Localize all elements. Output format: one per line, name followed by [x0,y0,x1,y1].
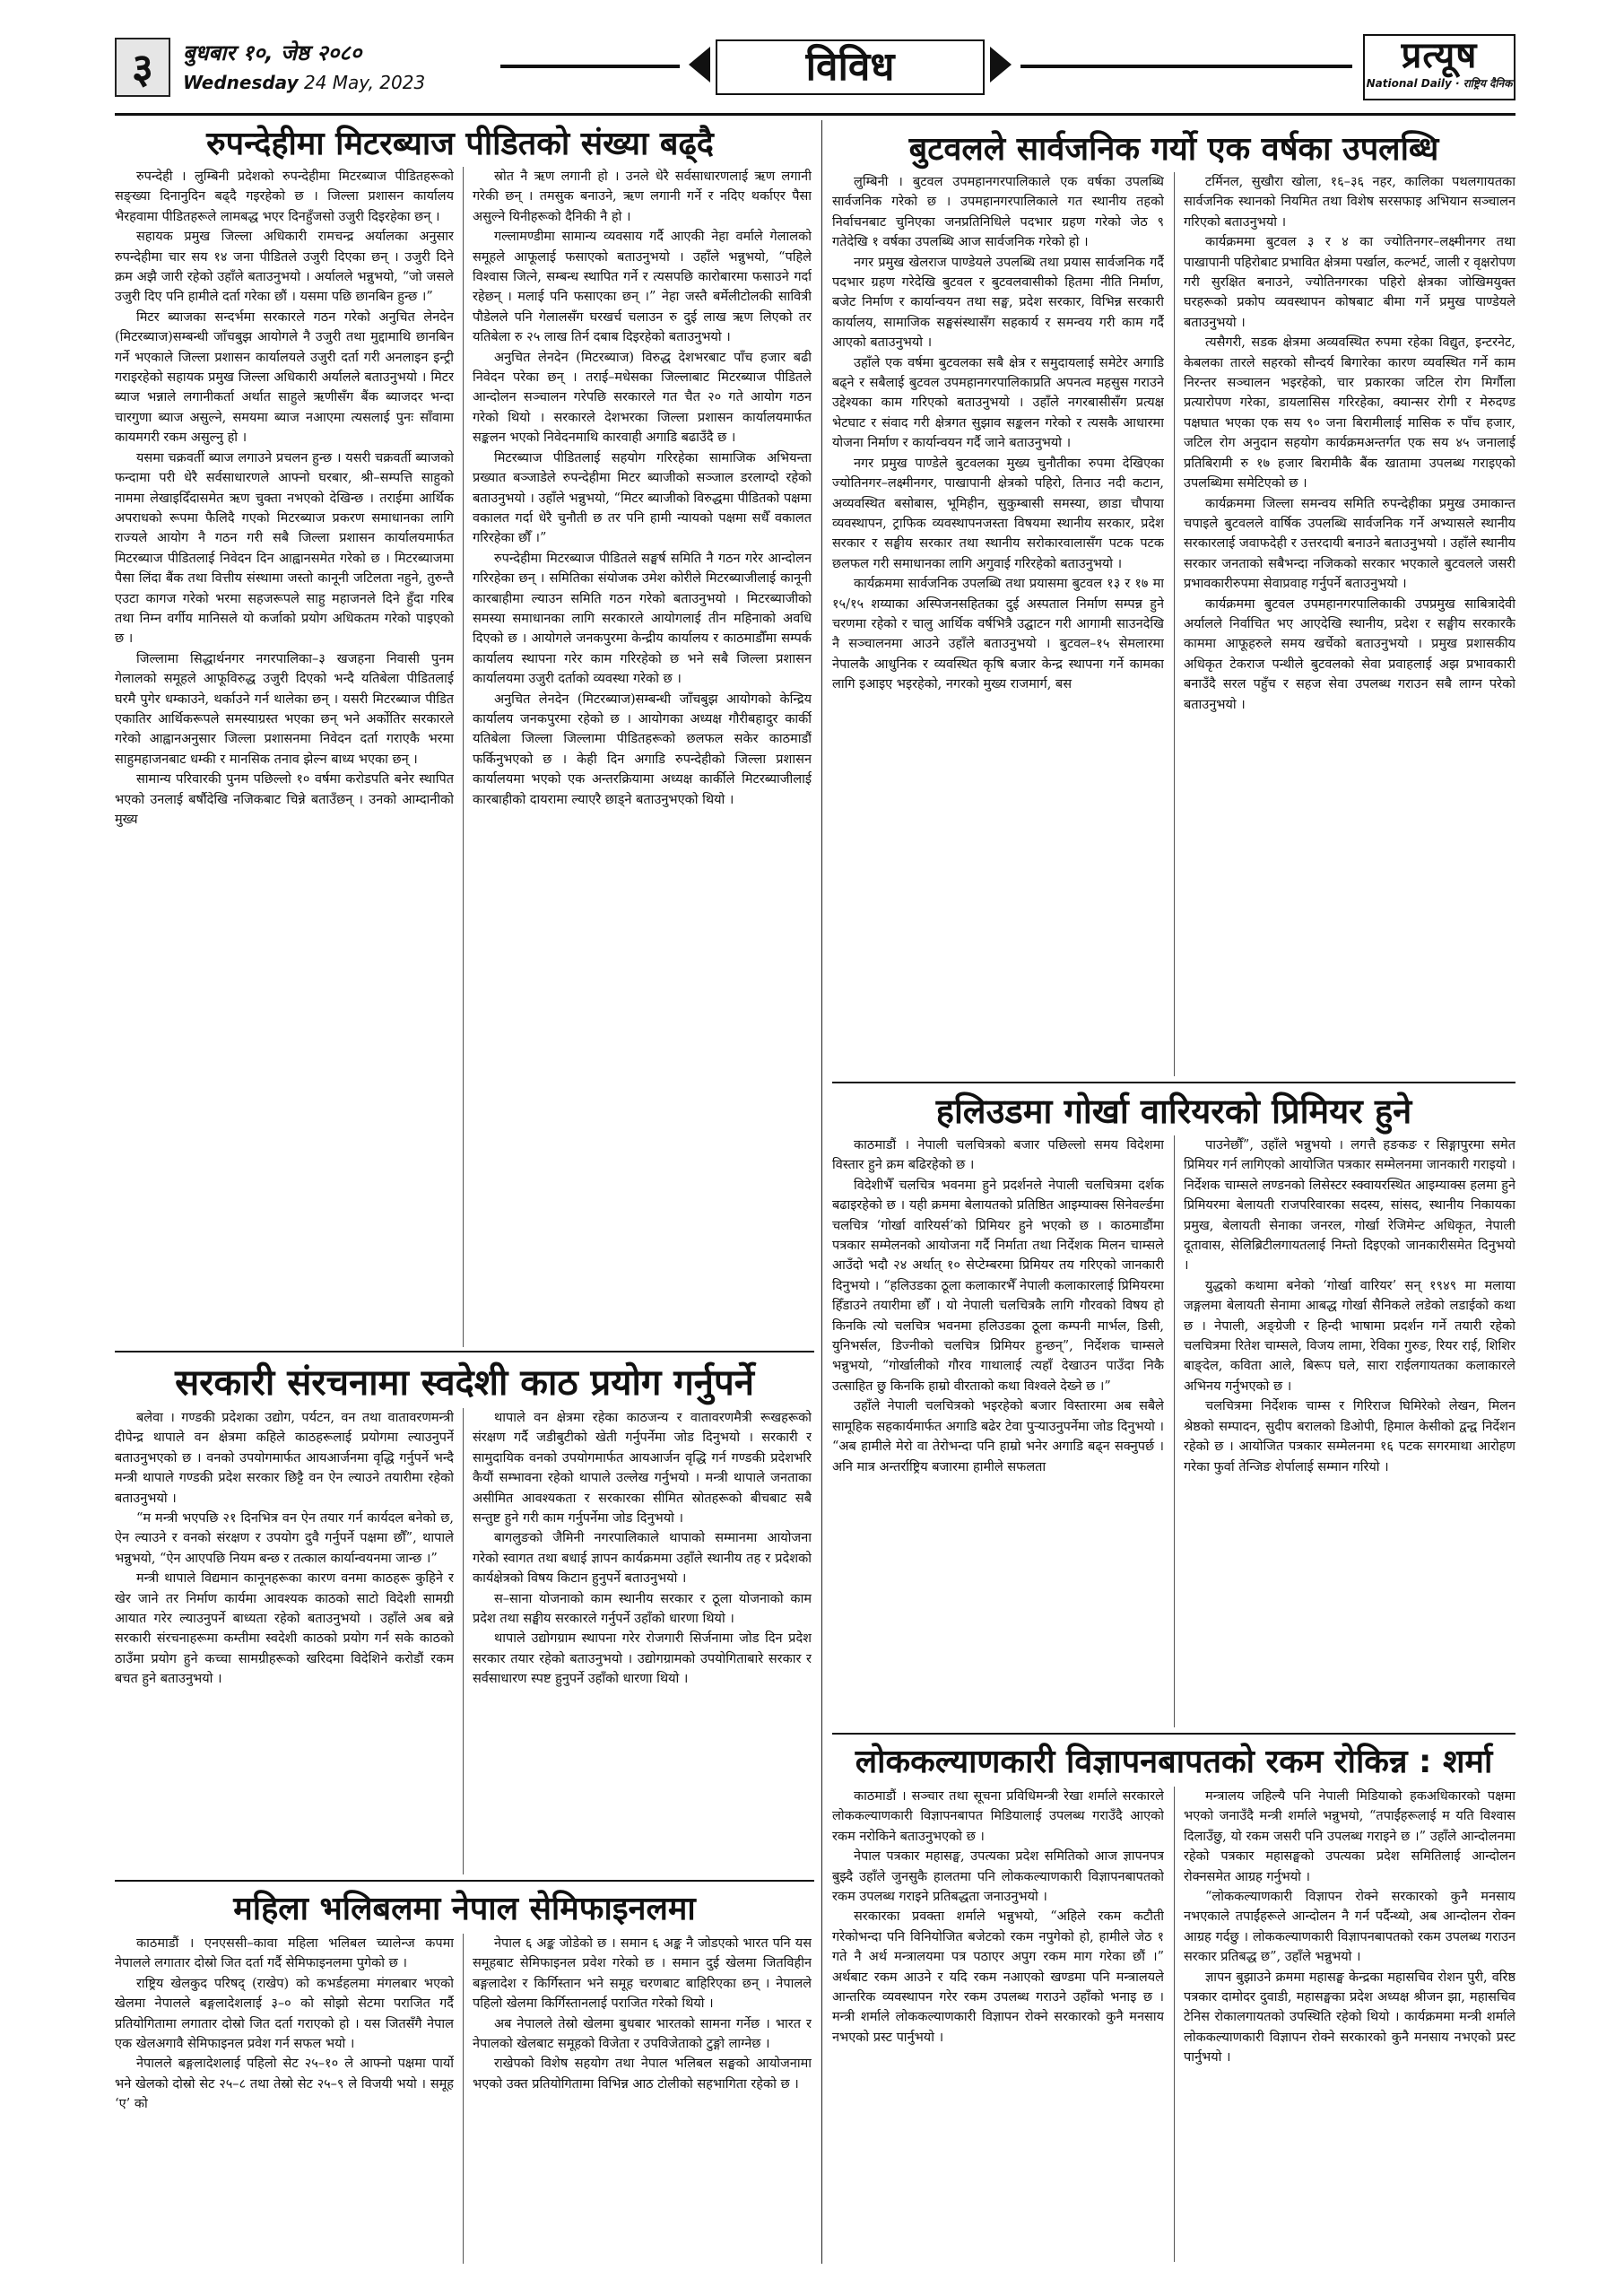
article-meter-interest-col2 [473,167,812,1347]
paragraph: “लोककल्याणकारी विज्ञापन रोक्ने सरकारको कुनै मनसाय नभएकाले तपाईंहरूले आन्दोलन नै गर्न पर्दैन्थ्यो, अब आन्दोलन रोक्न आग्रह गर्दछु । लोककल्याणकारी विज्ञापनबापतको रकम उपलब्ध गराउन सरकार प्रतिबद्ध छ”, उहाँले भन्नुभयो । [1184,1890,1515,1965]
article-wood-col2 [473,1408,812,1874]
paragraph: मन्त्री थापाले विद्यमान कानूनहरूका कारण वनमा काठहरू कुहिने र खेर जाने तर निर्माण कार्यमा आवश्यक काठको साटो विदेशी सामग्री आयात गरेर ल्याउनुपर्ने बाध्यता रहेको बताउनुभयो । उहाँले अब बन्ने सरकारी संरचनाहरूमा कम्तीमा स्वदेशी काठको प्रयोग गर्न सके काठको ठाउँमा प्रयोग हुने कच्चा सामग्रीहरूको खरिदमा विदेशिने करोडौं रकम बचत हुने बताउनुभयो । [115,1571,454,1687]
headline-meter-interest: रुपन्देहीमा मिटरब्याज पीडितको संख्या बढ्दै [206,126,714,162]
paragraph: सामान्य परिवारकी पुनम पछिल्लो १० वर्षमा करोडपति बनेर स्थापित भएको उनलाई बर्षौदेखि नजिकबाट चिन्ने बताउँछन् । उनको आम्दानीको मुख्य [115,772,454,827]
paragraph: विदेशीभैँ चलचित्र भवनमा हुने प्रदर्शनले नेपाली चलचित्रमा दर्शक बढाइरहेको छ । यही क्रममा बेलायतको प्रतिष्ठित आइम्याक्स सिनेवर्ल्डमा चलचित्र ‘गोर्खा वारियर्स’को प्रिमियर हुने भएको छ । काठमाडौंमा पत्रकार सम्मेलनको आयोजना गर्दै निर्माता तथा निर्देशक मिलन चाम्सले आउँदो भदौ २४ अर्थात् १० सेप्टेम्बरमा प्रिमियर तय गरिएको जानकारी दिनुभयो । “हलिउडका ठूला कलाकारभैँ नेपाली कलाकारलाई प्रिमियरमा हिँडाउने तयारीमा छौँ । यो नेपाली चलचित्रकै लागि गौरवको विषय हो किनकि त्यो चलचित्र भवनमा हलिउडका ठूला कम्पनी मार्भल, डिसी, युनिभर्सल, डिज्नीको चलचित्र प्रिमियर हुन्छन्”, निर्देशक चाम्सले भन्नुभयो, “गोर्खालीको गौरव गाथालाई त्यहाँ देखाउन पाउँदा निकै उत्साहित छु किनकि हाम्रो वीरताको कथा विश्वले देख्ने छ ।” [832,1178,1164,1394]
section-rule [115,1351,814,1352]
left-arrow-icon [689,47,710,83]
paragraph: कार्यक्रममा सार्वजनिक उपलब्धि तथा प्रयासमा बुटवल १३ र १७ मा १५/१५ शय्याका अस्पिजनसहितका दुई अस्पताल निर्माण सम्पन्न हुने चरणमा रहेको र चालु आर्थिक वर्षभित्रै उद्घाटन गरी आगामी साउनदेखि नै सञ्चालनमा आउने उहाँले बताउनुभयो । बुटवल–१५ सेमलारमा नेपालकै आधुनिक र व्यवस्थित कृषि बजार केन्द्र स्थापना गर्ने कामका लागि इआइए भइरहेको, नगरको मुख्य राजमार्ग, बस [832,577,1164,692]
masthead-rule-right [1020,65,1352,68]
paragraph: अब नेपालले तेस्रो खेलमा बुधबार भारतको सामना गर्नेछ । भारत र नेपालको खेलबाट समूहको विजेता र उपविजेताको टुङ्गो लाग्नेछ । [473,2016,812,2052]
logo-tagline-en: National Daily [1366,77,1452,90]
masthead [115,34,1515,108]
paragraph: रुपन्देही । लुम्बिनी प्रदेशको रुपन्देहीमा मिटरब्याज पीडितहरूको सङ्ख्या दिनानुदिन बढ्दै गइरहेको छ । जिल्ला प्रशासन कार्यालय भैरहवामा पीडितहरूले लामबद्ध भएर दिनहुँजसो उजुरी दिइरहेका छन् । [115,170,454,224]
paragraph: टर्मिनल, सुखौरा खोला, १६–३६ नहर, कालिका पथलगायतका सार्वजनिक स्थानको नियमित तथा विशेष सरसफाइ अभियान सञ्चालन गरिएको बताउनुभयो । [1184,175,1515,230]
headline-butwal-achievements: बुटवलले सार्वजनिक गर्यो एक वर्षका उपलब्धि [908,131,1439,168]
paragraph: काठमाडौं । एनएससी–कावा महिला भलिबल च्यालेन्ज कपमा नेपालले लगातार दोस्रो जित दर्ता गर्दै सेमिफाइनलमा पुगेको छ । [115,1936,454,1971]
article-volleyball-col1 [115,1934,454,2264]
article-gorkha-col1 [832,1135,1164,1727]
page-number: ३ [115,38,170,97]
paragraph: काठमाडौं । नेपाली चलचित्रको बजार पछिल्लो समय विदेशमा विस्तार हुने क्रम बढिरहेको छ । [832,1138,1164,1173]
paragraph: गल्लामण्डीमा सामान्य व्यवसाय गर्दै आएकी नेहा वर्माले गेलालको समूहले आफूलाई फसाएको बताउनुभयो । उहाँले भन्नुभयो, “पहिले विश्वास जित्ने, सम्बन्ध स्थापित गर्ने र त्यसपछि कारोबारमा फसाउने गर्दा रहेछन् । मलाई पनि फसाएका छन् ।” नेहा जस्तै बर्मेलीटोलकी सावित्री पौडेलले पनि गेलालसँग घरखर्च चलाउन रु दुई लाख ऋण लिएको तर यतिबेला रु २५ लाख तिर्न दबाब दिइरहेको बताउनुभयो । [473,230,812,345]
paragraph: पाउनेछौँ”, उहाँले भन्नुभयो । लगत्तै हङकङ र सिङ्गापुरमा समेत प्रिमियर गर्न लागिएको आयोजित पत्रकार सम्मेलनमा जानकारी गराइयो । निर्देशक चाम्सले लण्डनको लिसेस्टर स्क्वायरस्थित आइम्याक्स हलमा हुने प्रिमियरमा बेलायती राजपरिवारका सदस्य, सांसद, स्थानीय निकायका प्रमुख, बेलायती सेनाका जनरल, गोर्खा रेजिमेन्ट अधिकृत, नेपाली दूतावास, सेलिब्रिटीलगायतलाई निम्तो दिइएको जानकारीसमेत दिनुभयो । [1184,1138,1515,1274]
column-divider [1174,1787,1175,2262]
article-wood-col1 [115,1408,454,1874]
logo-name: प्रत्यूष [1401,35,1478,76]
paragraph: मन्त्रालय जहिल्यै पनि नेपाली मिडियाको हकअधिकारको पक्षमा भएको जनाउँदै मन्त्री शर्माले भन्नुभयो, “तपाईंहरूलाई म यति विश्वास दिलाउँछु, यो रकम जसरी पनि उपलब्ध गराइने छ ।” उहाँले आन्दोलनमा रहेको पत्रकार महासङ्घको उपत्यका प्रदेश समितिलाई आन्दोलन रोक्नसमेत आग्रह गर्नुभयो । [1184,1789,1515,1884]
right-arrow-icon [990,47,1012,83]
article-welfare-col1 [832,1787,1164,2262]
date-nepali: बुधबार १०, जेष्ठ २०८० [183,40,362,65]
paragraph: राखेपको विशेष सहयोग तथा नेपाल भलिबल सङ्घको आयोजनामा भएको उक्त प्रतियोगितामा विभिन्न आठ टोलीको सहभागिता रहेको छ । [473,2057,812,2092]
date-english-day: Wednesday [183,72,299,93]
column-divider [1174,172,1175,1076]
paragraph: रुपन्देहीमा मिटरब्याज पीडितले सङ्घर्ष समिति नै गठन गरेर आन्दोलन गरिरहेका छन् । समितिका संयोजक उमेश कोरीले मिटरब्याजीलाई कानूनी कारबाहीमा ल्याउन समिति गठन गरेको बताउनुभयो । मिटरब्याजीको समस्या समाधानका लागि सरकारले आयोगलाई तीन महिनाको अवधि दिएको छ । आयोगले जनकपुरमा केन्द्रीय कार्यालय र काठमाडौँमा सम्पर्क कार्यालय स्थापना गरेर काम गरिरहेको छ भने सबै जिल्ला प्रशासन कार्यालयमा उजुरी दर्ताको व्यवस्था गरेको छ । [473,551,812,687]
paragraph: बागलुङको जैमिनी नगरपालिकाले थापाको सम्मानमा आयोजना गरेको स्वागत तथा बधाई ज्ञापन कार्यक्रममा उहाँले स्थानीय तह र प्रदेशको कार्यक्षेत्रको विषय किटान हुनुपर्ने बताउनुभयो । [473,1531,812,1587]
article-meter-interest-col1 [115,167,454,1347]
paragraph: मिटरब्याज पीडितलाई सहयोग गरिरहेका सामाजिक अभियन्ता प्रख्यात बञ्जाडेले रुपन्देहीमा मिटर ब्याजीको सञ्जाल डरलाग्दो रहेको बताउनुभयो । उहाँले भन्नुभयो, “मिटर ब्याजीको विरुद्धमा पीडितको पक्षमा वकालत गर्दा धेरै चुनौती छ तर पनि हामी न्यायको पक्षमा सधैँ वकालत गरिरहेका छौँ ।” [473,450,812,546]
paragraph: उहाँले एक वर्षमा बुटवलका सबै क्षेत्र र समुदायलाई समेटेर अगाडि बढ्ने र सबैलाई बुटवल उपमहानगरपालिकाप्रति अपनत्व महसुस गराउने उद्देश्यका काम गरिएको बताउनुभयो । उहाँले नगरबासीसँग प्रत्यक्ष भेटघाट र संवाद गरी क्षेत्रगत सुझाव सङ्कलन गरेको र त्यसकै आधारमा योजना निर्माण र कार्यान्वयन गर्दै जाने बताउनुभयो । [832,355,1164,451]
section-rule [832,1733,1515,1735]
column-divider [463,1934,464,2264]
paragraph: सरकारका प्रवक्ता शर्माले भन्नुभयो, “अहिले रकम कटौती गरेकोभन्दा पनि विनियोजित बजेटको रकम नपुगेको हो, हामीले जेठ १ गते नै अर्थ मन्त्रालयमा पत्र पठाएर अपुग रकम माग गरेका छौं ।” अर्थबाट रकम आउने र यदि रकम नआएको खण्डमा पनि मन्त्रालयले आन्तरिक व्यवस्थापन गरेर रकम उपलब्ध गराउने उहाँको भनाइ छ । मन्त्री शर्माले लोककल्याणकारी विज्ञापन रोक्ने सरकारको कुनै मनसाय नभएको प्रस्ट पार्नुभयो । [832,1909,1164,2045]
paragraph: अनुचित लेनदेन (मिटरब्याज)सम्बन्धी जाँचबुझ आयोगको केन्द्रिय कार्यालय जनकपुरमा रहेको छ । आयोगका अध्यक्ष गौरीबहादुर कार्की यतिबेला जिल्ला जिल्लामा पीडितहरूको छलफल सकेर काठमाडौं फर्किनुभएको छ । केही दिन अगाडि रुपन्देहीको जिल्ला प्रशासन कार्यालयमा भएको एक अन्तरक्रियामा अध्यक्ष कार्कीले मिटरब्याजीलाई कारबाहीको दायरामा ल्याएरै छाड्ने बताउनुभएको थियो । [473,691,812,807]
article-butwal-col2 [1184,172,1515,1076]
column-divider [1174,1135,1175,1727]
paragraph: नगर प्रमुख खेलराज पाण्डेयले उपलब्धि तथा प्रयास सार्वजनिक गर्दै पदभार ग्रहण गरेदेखि बुटवल र बुटवलवासीको हितमा नीति निर्माण, बजेट निर्माण र कार्यान्वयन तथा सङ्घ, प्रदेश सरकार, विभिन्न सरकारी कार्यालय, सामाजिक सङ्घसंस्थासँग सहकार्य र समन्वय गरी काम गर्दै आएको बताउनुभयो । [832,255,1164,351]
paragraph: कार्यक्रममा बुटवल ३ र ४ का ज्योतिनगर–लक्ष्मीनगर तथा पाखापानी पहिरोबाट प्रभावित क्षेत्रमा पर्खाल, कल्भर्ट, जाली र वृक्षरोपण गरी सुरक्षित बनाउने, ज्योतिनगरका पहिरो क्षेत्रका जोखिमयुक्त घरहरूको प्रकोप व्यवस्थापन कोषबाट बीमा गर्ने प्रमुख पाण्डेयले बताउनुभयो । [1184,235,1515,330]
page-center-divider [821,120,822,2264]
date-english: 24 May, 2023 [303,72,426,93]
paragraph: यसमा चक्रवर्ती ब्याज लगाउने प्रचलन हुन्छ । यसरी चक्रवर्ती ब्याजको फन्दामा परी धेरै सर्वसाधारणले आफ्नो घरबार, श्री–सम्पत्ति साहुको नाममा लेखाइदिँदासमेत ऋण चुक्ता नभएको देखिन्छ । तराईमा आर्थिक अपराधको रूपमा फैलिदै गएको मिटरब्याज प्रकरण समाधानका लागि राज्यले आयोग नै गठन गरी सबै जिल्ला प्रशासन कार्यालयमार्फत मिटरब्याज पीडितलाई निवेदन दिन आह्वानसमेत गरेको छ । मिटरब्याजमा पैसा लिंदा बैंक तथा वित्तीय संस्थामा जस्तो कानूनी जटिलता नहुने, तुरुन्तै एउटा कागज गरेको भरमा सहजरूपले साहु महाजनले दिने हुँदा गरिब तथा निम्न वर्गीय मानिसले यो कर्जाको प्रयोग अधिकतम गरेको पाइएको छ । [115,450,454,647]
paragraph: थापाले उद्योगग्राम स्थापना गरेर रोजगारी सिर्जनामा जोड दिन प्रदेश सरकार तयार रहेको बताउनुभयो । उद्योगग्रामको उपयोगिताबारे सरकार र सर्वसाधारण स्पष्ट हुनुपर्ने उहाँको धारणा थियो । [473,1631,812,1687]
column-divider [463,167,464,1347]
paragraph: त्यसैगरी, सडक क्षेत्रमा अव्यवस्थित रुपमा रहेका विद्युत, इन्टरनेट, केबलका तारले सहरको सौन्दर्य बिगारेका कारण व्यवस्थित गर्ने काम निरन्तर सञ्चालन भइरहेको, चार प्रकारका जटिल रोग मिर्गौला प्रत्यारोपण गरेका, डायलासिस गरिरहेका, क्यान्सर रोगी र मेरुदण्ड पक्षघात भएका एक सय ९० जना बिरामीलाई मासिक रु पाँच हजार, जटिल रोग अनुदान सहयोग कार्यक्रमअन्तर्गत एक सय ४५ जनालाई प्रतिबिरामी रु १७ हजार बिरामीकै बैंक खातामा उपलब्ध गराइएको उपलब्धिमा समेटिएको छ । [1184,335,1515,491]
article-gorkha-col2 [1184,1135,1515,1727]
paragraph: कार्यक्रममा जिल्ला समन्वय समिति रुपन्देहीका प्रमुख उमाकान्त चपाइले बुटवलले वार्षिक उपलब्धि सार्वजनिक गर्ने अभ्यासले स्थानीय सरकारलाई जवाफदेही र उत्तरदायी बनाउने बताउनुभयो । उहाँले स्थानीय सरकार जनताको सबैभन्दा नजिकको सरकार भएकाले बुटवलले जसरी प्रभावकारीरुपमा सेवाप्रवाह गर्नुपर्ने बताउनुभयो । [1184,496,1515,592]
paragraph: लुम्बिनी । बुटवल उपमहानगरपालिकाले एक वर्षका उपलब्धि सार्वजनिक गरेको छ । उपमहानगरपालिकाले गत स्थानीय तहको निर्वाचनबाट चुनिएका जनप्रतिनिधिले पदभार ग्रहण गरेको जेठ ९ गतेदेखि १ वर्षका उपलब्धि आज सार्वजनिक गरेको हो । [832,175,1164,250]
paragraph: “म मन्त्री भएपछि २१ दिनभित्र वन ऐन तयार गर्न कार्यदल बनेको छ, ऐन ल्याउने र वनको संरक्षण र उपयोग दुवै गर्नुपर्ने पक्षमा छौँ”, थापाले भन्नुभयो, “ऐन आएपछि नियम बन्छ र तत्काल कार्यान्वयनमा जान्छ ।” [115,1511,454,1566]
newspaper-logo [1363,34,1515,100]
paragraph: बलेवा । गण्डकी प्रदेशका उद्योग, पर्यटन, वन तथा वातावरणमन्त्री दीपेन्द्र थापाले वन क्षेत्रमा कहिले काठहरूलाई प्रयोगमा ल्याउनुपर्ने बताउनुभएको छ । वनको उपयोगमार्फत आयआर्जनमा वृद्धि गर्नुपर्ने भन्दै मन्त्री थापाले गण्डकी प्रदेश सरकार छिट्टै वन ऐन ल्याउने तयारीमा रहेको बताउनुभयो । [115,1411,454,1506]
headline-domestic-wood: सरकारी संरचनामा स्वदेशी काठ प्रयोग गर्नुपर्ने [175,1362,754,1404]
article-butwal-col1 [832,172,1164,1076]
column-divider [463,1408,464,1874]
article-welfare-col2 [1184,1787,1515,2262]
paragraph: ज्ञापन बुझाउने क्रममा महासङ्घ केन्द्रका महासचिव रोशन पुरी, वरिष्ठ पत्रकार दामोदर दुवाडी, महासङ्घका प्रदेश अध्यक्ष श्रीजन झा, महासचिव टेनिस रोकालगायतको उपस्थिति रहेको थियो । कार्यक्रममा मन्त्री शर्माले लोककल्याणकारी विज्ञापन रोक्ने सरकारको कुनै मनसाय नभएको प्रस्ट पार्नुभयो । [1184,1970,1515,2066]
paragraph: स्रोत नै ऋण लगानी हो । उनले धेरै सर्वसाधारणलाई ऋण लगानी गरेकी छन् । तमसुक बनाउने, ऋण लगानी गर्ने र नदिए थर्काएर पैसा असुल्ने यिनीहरूको दैनिकी नै हो । [473,170,812,224]
paragraph: अनुचित लेनदेन (मिटरब्याज) विरुद्ध देशभरबाट पाँच हजार बढी निवेदन परेका छन् । तराई–मधेसका जिल्लाबाट मिटरब्याज पीडितले आन्दोलन सञ्चालन गरेपछि सरकारले गत चैत २० गते आयोग गठन गरेको थियो । सरकारले देशभरका जिल्ला प्रशासन कार्यालयमार्फत सङ्कलन भएको निवेदनमाथि कारवाही अगाडि बढाउँदै छ । [473,350,812,446]
headline-volleyball: महिला भलिबलमा नेपाल सेमिफाइनलमा [233,1891,696,1927]
paragraph: सहायक प्रमुख जिल्ला अधिकारी रामचन्द्र अर्यालका अनुसार रुपन्देहीमा चार सय १४ जना पीडितले उजुरी दिएका छन् । उजुरी दिने क्रम अझै जारी रहेको उहाँले बताउनुभयो । अर्यालले भन्नुभयो, “जो जसले उजुरी दिए पनि हामीले दर्ता गरेका छौं । यसमा पछि छानबिन हुन्छ ।” [115,230,454,305]
paragraph: स–साना योजनाको काम स्थानीय सरकार र ठूला योजनाको काम प्रदेश तथा सङ्घीय सरकारले गर्नुपर्ने उहाँको धारणा थियो । [473,1591,812,1627]
paragraph: नेपालले बङ्गलादेशलाई पहिलो सेट २५–१० ले आफ्नो पक्षमा पार्यो भने खेलको दोस्रो सेट २५–८ तथा तेस्रो सेट २५–९ ले विजयी भयो । समूह ‘ए’ को [115,2057,454,2112]
masthead-rule-left [500,65,680,68]
date-english-line [183,72,425,93]
headline-welfare-ads: लोककल्याणकारी विज्ञापनबापतको रकम रोकिन्न : शर्मा [855,1744,1493,1780]
logo-tagline-np: राष्ट्रिय दैनिक [1463,77,1513,90]
paragraph: काठमाडौं । सञ्चार तथा सूचना प्रविधिमन्त्री रेखा शर्माले सरकारले लोककल्याणकारी विज्ञापनबापत मिडियालाई उपलब्ध गराउँदै आएको रकम नरोकिने बताउनुभएको छ । [832,1789,1164,1844]
logo-tagline: National Daily · राष्ट्रिय दैनिक [1366,77,1513,90]
paragraph: नेपाल ६ अङ्क जोडेको छ । समान ६ अङ्क नै जोडएको भारत पनि यस समूहबाट सेमिफाइनल प्रवेश गरेको छ । समान दुई खेलमा जितविहीन बङ्गलादेश र किर्गिस्तान भने समूह चरणबाट बाहिरिएका छन् । नेपालले पहिलो खेलमा किर्गिस्तानलाई पराजित गरेको थियो । [473,1936,812,2012]
paragraph: कार्यक्रममा बुटवल उपमहानगरपालिकाकी उपप्रमुख साबित्रादेवी अर्यालले निर्वाचित भए आएदेखि स्थानीय, प्रदेश र सङ्घीय सरकारकै काममा आफूहरुले समय खर्चेको बताउनुभयो । प्रमुख प्रशासकीय अधिकृत टेकराज पन्थीले बुटवलको सेवा प्रवाहलाई अझ प्रभावकारी बनाउँदै सरल पहुँच र सहज सेवा उपलब्ध गराउन सबै लाग्न परेको बताउनुभयो । [1184,596,1515,712]
section-rule [832,1082,1515,1083]
paragraph: युद्धको कथामा बनेको ‘गोर्खा वारियर’ सन् १९४९ मा मलाया जङ्गलमा बेलायती सेनामा आबद्ध गोर्खा सैनिकले लडेको लडाईको कथा छ । नेपाली, अङ्ग्रेजी र हिन्दी भाषामा प्रदर्शन गर्ने तयारी रहेको चलचित्रमा रितेश चाम्सले, विजय लामा, रेविका गुरुङ, रियर राई, शिशिर बाङ्देल, कविता आले, बिरूप घले, सारा राईलगायतका कलाकारले अभिनय गर्नुभएको छ । [1184,1278,1515,1394]
section-rule [115,1880,814,1882]
paragraph: उहाँले नेपाली चलचित्रको भइरहेको बजार विस्तारमा अब सबैले सामूहिक सहकार्यमार्फत अगाडि बढेर टेवा पुऱ्याउनुपर्नेमा जोड दिनुभयो । “अब हामीले मेरो वा तेरोभन्दा पनि हाम्रो भनेर अगाडि बढ्न सक्नुपर्छ । अनि मात्र अन्तर्राष्ट्रिय बजारमा हामीले सफलता [832,1399,1164,1474]
paragraph: चलचित्रमा निर्देशक चाम्स र गिरिराज घिमिरेको लेखन, मिलन श्रेष्ठको सम्पादन, सुदीप बरालको डिओपी, हिमाल केसीको द्वन्द्व निर्देशन रहेको छ । आयोजित पत्रकार सम्मेलनमा १६ पटक सगरमाथा आरोहण गरेका फुर्वा तेन्जिङ शेर्पालाई सम्मान गरियो । [1184,1399,1515,1474]
paragraph: नगर प्रमुख पाण्डेले बुटवलका मुख्य चुनौतीका रुपमा देखिएका ज्योतिनगर–लक्ष्मीनगर, पाखापानी क्षेत्रको पहिरो, तिनाउ नदी कटान, अव्यवस्थित बसोबास, भूमिहीन, सुकुम्बासी समस्या, छाडा चौपाया व्यवस्थापन, ट्राफिक व्यवस्थापनजस्ता विषयमा स्थानीय सरकार, प्रदेश सरकार र सङ्घीय सरकार तथा स्थानीय सरोकारवालासँग पटक पटक छलफल गरी समाधानका लागि अगुवाई गरिरहेको बताउनुभयो । [832,456,1164,571]
article-volleyball-col2 [473,1934,812,2264]
paragraph: राष्ट्रिय खेलकुद परिषद् (राखेप) को कभर्डहलमा मंगलबार भएको खेलमा नेपालले बङ्गलादेशलाई ३–० को सोझो सेटमा पराजित गर्दै प्रतियोगितामा लगातार दोस्रो जित दर्ता गराएको हो । यस जितसँगै नेपाल एक खेलअगावै सेमिफाइनल प्रवेश गर्न सफल भयो । [115,1976,454,2052]
paragraph: जिल्लामा सिद्धार्थनगर नगरपालिका–३ खजहना निवासी पुनम गेलालको समूहले आफूविरुद्ध उजुरी दिएको भन्दै यतिबेला पीडितलाई घरमै पुगेर धम्काउने, थर्काउने गर्न थालेका छन् । यसरी मिटरब्याज पीडित एकातिर आर्थिकरूपले समस्याग्रस्त भएका छन् भने अर्कोतिर सरकारले गरेको आह्वानअनुसार जिल्ला प्रशासनमा निवेदन दर्ता गराएकै भरमा साहुमहाजनबाट धम्की र मानसिक तनाव झेल्न बाध्य भएका छन् । [115,651,454,767]
section-title: विविध [716,39,985,95]
paragraph: मिटर ब्याजका सन्दर्भमा सरकारले गठन गरेको अनुचित लेनदेन (मिटरब्याज)सम्बन्धी जाँचबुझ आयोगले नै उजुरी तथा मुद्दामाथि छानबिन गर्ने भएकाले जिल्ला प्रशासन कार्यालयले उजुरी दर्ता गरी अनलाइन इन्ट्री गराइरहेको सहायक प्रमुख जिल्ला अधिकारी अर्यालले बताउनुभयो । मिटर ब्याज भन्नाले लगानीकर्ता अर्थात साहुले ऋणीसँग बैंक ब्याजदर भन्दा चारगुणा ब्याज असुल्ने, समयमा ब्याज नआएमा त्यसलाई पुनः साँवामा कायमगरी रकम असुल्नु हो । [115,309,454,446]
paragraph: थापाले वन क्षेत्रमा रहेका काठजन्य र वातावरणमैत्री रूखहरूको संरक्षण गर्दै जडीबुटीको खेती गर्नुपर्नेमा जोड दिनुभयो । सरकारी र सामुदायिक वनको उपयोगमार्फत आयआर्जन वृद्धि गर्न गण्डकी प्रदेशभरि कैयौं सम्भावना रहेको थापाले उल्लेख गर्नुभयो । मन्त्री थापाले जनताका असीमित आवश्यकता र सरकारका सीमित स्रोतहरूको बीचबाट सबै सन्तुष्ट हुने गरी काम गर्नुपर्नेमा जोड दिनुभयो । [473,1411,812,1526]
paragraph: नेपाल पत्रकार महासङ्घ, उपत्यका प्रदेश समितिको आज ज्ञापनपत्र बुझ्दै उहाँले जुनसुकै हालतमा पनि लोककल्याणकारी विज्ञापनबापतको रकम उपलब्ध गराइने प्रतिबद्धता जनाउनुभयो । [832,1849,1164,1905]
masthead-bottom-rule [115,113,1515,116]
headline-gorkha-warrior: हलिउडमा गोर्खा वारियरको प्रिमियर हुने [935,1091,1412,1131]
